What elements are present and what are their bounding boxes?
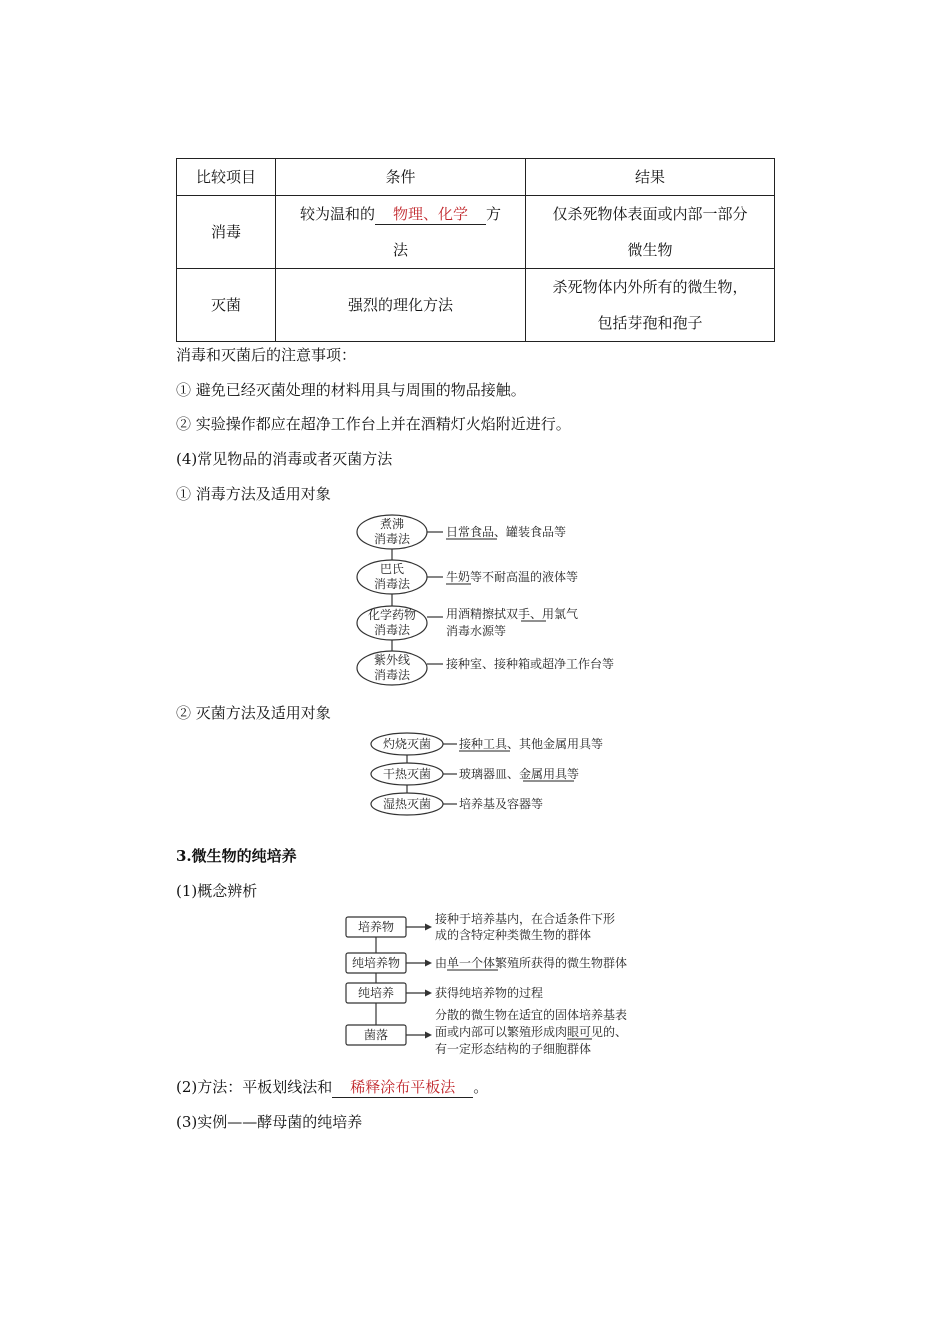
row-condition: 较为温和的 物理、化学 方 法	[276, 196, 526, 269]
method-name: 紫外线	[373, 653, 411, 667]
svg-text:获得纯培养物的过程: 获得纯培养物的过程	[435, 986, 544, 1000]
svg-text:分散的微生物在适宜的固体培养基表: 分散的微生物在适宜的固体培养基表	[435, 1008, 628, 1022]
svg-text:牛奶等不耐高温的液体等: 牛奶等不耐高温的液体等	[446, 570, 579, 584]
svg-text:用酒精擦拭双手、用氯气: 用酒精擦拭双手、用氯气	[446, 607, 579, 621]
header-item: 比较项目	[177, 159, 276, 196]
sterilization-diagram	[360, 730, 640, 820]
method-line: (2)方法：平板划线法和 稀释涂布平板法 。	[176, 1078, 489, 1096]
row-result: 杀死物体内外所有的微生物， 包括芽孢和孢子	[526, 269, 775, 342]
concept-name: 纯培养	[357, 986, 395, 1000]
section-heading: 3.微生物的纯培养	[176, 847, 297, 865]
method-name: 消毒法	[373, 532, 411, 546]
method-name: 湿热灭菌	[382, 797, 432, 811]
method-name: 化学药物	[367, 608, 417, 622]
svg-text:有一定形态结构的子细胞群体: 有一定形态结构的子细胞群体	[435, 1042, 592, 1056]
row-condition: 强烈的理化方法	[276, 269, 526, 342]
concept-name: 菌落	[363, 1028, 389, 1042]
object-underlined: 接种工具	[459, 737, 508, 751]
table-row	[177, 196, 775, 269]
concept-name: 纯培养物	[351, 956, 401, 970]
object-underlined: 金属用具	[519, 767, 568, 781]
header-condition: 条件	[276, 159, 526, 196]
note-item: ① 避免已经灭菌处理的材料用具与周围的物品接触。	[176, 381, 526, 399]
table-row	[177, 269, 775, 342]
svg-text:日常食品、罐装食品等: 日常食品、罐装食品等	[446, 525, 567, 539]
concept-name: 培养物	[357, 920, 395, 934]
method-name: 巴氏	[379, 562, 405, 576]
object-underlined: 日常食品	[446, 525, 495, 539]
svg-text:玻璃器皿、金属用具等: 玻璃器皿、金属用具等	[459, 767, 580, 781]
svg-text:接种工具、其他金属用具等: 接种工具、其他金属用具等	[459, 737, 604, 751]
row-item: 消毒	[177, 196, 276, 269]
object-underlined: 单一个体	[447, 956, 496, 970]
header-result: 结果	[526, 159, 775, 196]
svg-text:接种室、接种箱或超净工作台等: 接种室、接种箱或超净工作台等	[446, 657, 615, 671]
comparison-table	[176, 158, 775, 342]
concept-diagram	[340, 908, 650, 1058]
method-name: 煮沸	[379, 517, 405, 531]
fill-blank-answer: 物理、化学	[375, 204, 486, 225]
object-underlined: 双手	[506, 607, 531, 621]
svg-text:面或内部可以繁殖形成肉眼可见的、: 面或内部可以繁殖形成肉眼可见的、	[435, 1025, 628, 1039]
row-result: 仅杀死物体表面或内部一部分 微生物	[526, 196, 775, 269]
method-name: 灼烧灭菌	[382, 737, 432, 751]
method-name: 干热灭菌	[382, 767, 432, 781]
subsection-heading: (1)概念辨析	[176, 882, 258, 900]
object-underlined: 肉眼	[555, 1025, 580, 1039]
method-name: 消毒法	[373, 623, 411, 637]
row-item: 灭菌	[177, 269, 276, 342]
example-heading: (3)实例——酵母菌的纯培养	[176, 1113, 363, 1131]
svg-text:消毒水源等: 消毒水源等	[446, 624, 507, 638]
object-underlined: 牛奶	[446, 570, 471, 584]
subsection-heading: ① 消毒方法及适用对象	[176, 485, 331, 503]
method-name: 消毒法	[373, 577, 411, 591]
notes-title: 消毒和灭菌后的注意事项：	[176, 346, 357, 364]
svg-text:接种于培养基内，在合适条件下形: 接种于培养基内，在合适条件下形	[435, 912, 616, 926]
method-name: 消毒法	[373, 668, 411, 682]
section-heading: (4)常见物品的消毒或者灭菌方法	[176, 450, 393, 468]
note-item: ② 实验操作都应在超净工作台上并在酒精灯火焰附近进行。	[176, 415, 571, 433]
svg-text:成的含特定种类微生物的群体: 成的含特定种类微生物的群体	[435, 928, 592, 942]
fill-blank-answer: 稀释涂布平板法	[332, 1077, 473, 1098]
subsection-heading: ② 灭菌方法及适用对象	[176, 704, 331, 722]
svg-text:培养基及容器等: 培养基及容器等	[459, 797, 544, 811]
svg-text:由单一个体繁殖所获得的微生物群体: 由单一个体繁殖所获得的微生物群体	[435, 956, 628, 970]
disinfection-diagram	[350, 510, 650, 690]
